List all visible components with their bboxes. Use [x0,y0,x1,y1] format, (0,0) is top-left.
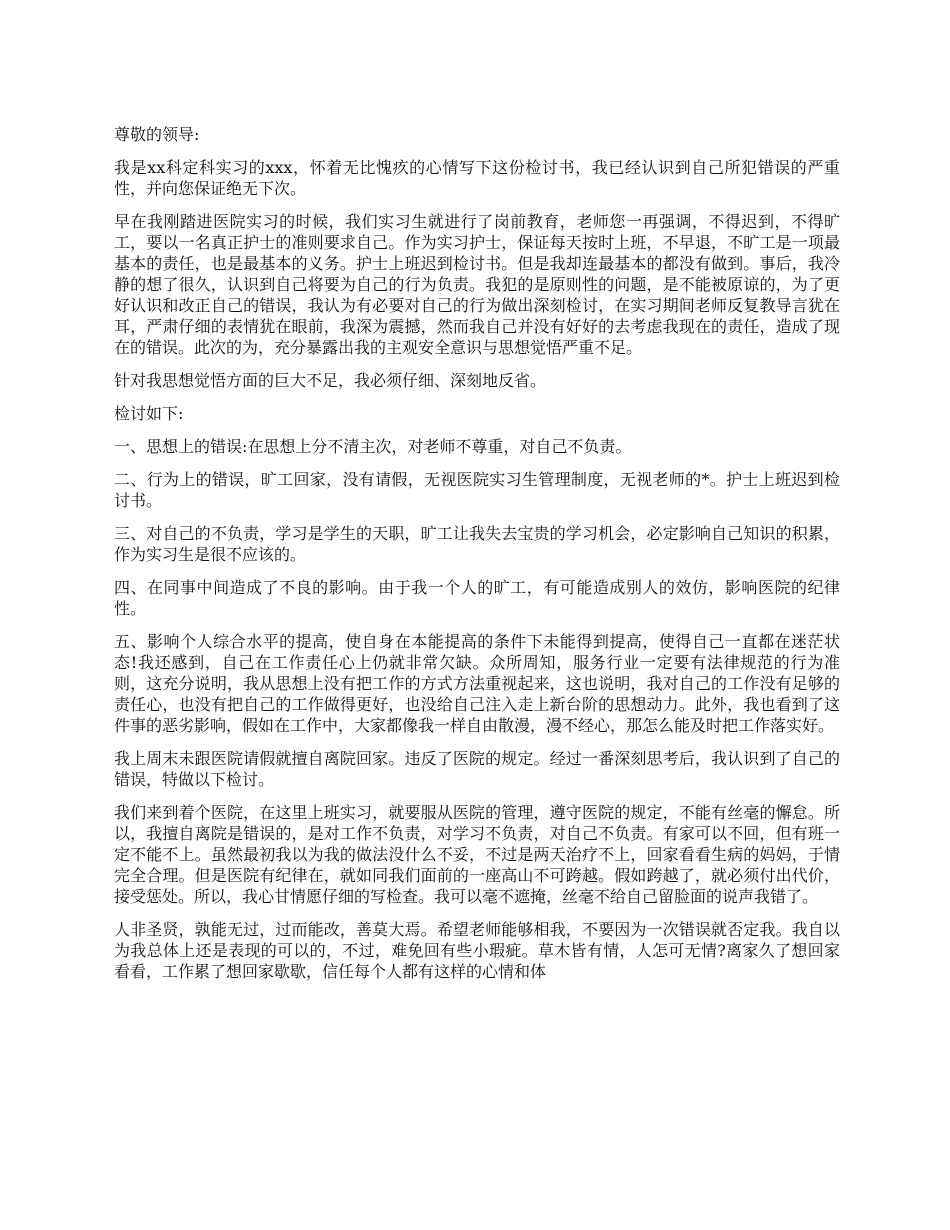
document-page [114,124,840,994]
paragraph-point-2: 二、行为上的错误，旷工回家，没有请假，无视医院实习生管理制度，无视老师的*。护士上班迟到检讨书。 [114,470,840,510]
paragraph-review-heading: 检讨如下: [114,404,184,423]
paragraph-point-4: 四、在同事中间造成了不良的影响。由于我一个人的旷工，有可能造成别人的效仿，影响医院的纪律性。 [114,578,840,618]
paragraph-intro: 我是xx科定科实习的xxx，怀着无比愧疚的心情写下这份检讨书，我已经认识到自己所犯错误的严重性，并向您保证绝无下次。 [114,158,840,198]
paragraph-point-5: 五、影响个人综合水平的提高，使自身在本能提高的条件下未能得到提高，使得自己一直都在迷茫状态!我还感到，自己在工作责任心上仍就非常欠缺。众所周知，服务行业一定要有法律规范的行为准则，这充分说明，我从思想上没有把工作的方式方法重视起来，这也说明，我对自己的工作没有足够的责任心，也没有把自己的工作做得更好，也没给自己注入走上新台阶的思想动力。此外，我也看到了这件事的恶劣影响，假如在工作中，大家都像我一样自由散漫，漫不经心，那怎么能及时把工作落实好。 [114,632,840,735]
paragraph-reflection: 针对我思想觉悟方面的巨大不足，我必须仔细、深刻地反省。 [114,371,547,390]
paragraph-incident: 我上周末未跟医院请假就擅自离院回家。违反了医院的规定。经过一番深刻思考后，我认识到了自己的错误，特做以下检讨。 [114,749,840,789]
paragraph-point-1: 一、思想上的错误:在思想上分不清主次，对老师不尊重，对自己不负责。 [114,437,632,456]
paragraph-closing: 人非圣贤，孰能无过，过而能改，善莫大焉。希望老师能够相我，不要因为一次错误就否定我。我自以为我总体上还是表现的可以的，不过，难免回有些小瑕疵。草木皆有情，人怎可无情?离家久了想回家看看，工作累了想回家歇歇，信任每个人都有这样的心情和体 [114,920,840,981]
paragraph-discipline: 我们来到着个医院，在这里上班实习，就要服从医院的管理，遵守医院的规定，不能有丝毫的懈怠。所以，我擅自离院是错误的，是对工作不负责，对学习不负责，对自己不负责。有家可以不回，但有班一定不能不上。虽然最初我以为我的做法没什么不妥，不过是两天治疗不上，回家看看生病的妈妈，于情完全合理。但是医院有纪律在，就如同我们面前的一座高山不可跨越。假如跨越了，就必须付出代价，接受惩处。所以，我心甘情愿仔细的写检查。我可以毫不遮掩，丝毫不给自己留脸面的说声我错了。 [114,803,840,906]
salutation: 尊敬的领导: [114,125,200,144]
paragraph-point-3: 三、对自己的不负责，学习是学生的天职，旷工让我失去宝贵的学习机会，必定影响自己知识的积累，作为实习生是很不应该的。 [114,524,840,564]
paragraph-background: 早在我刚踏进医院实习的时候，我们实习生就进行了岗前教育，老师您一再强调，不得迟到，不得旷工，要以一名真正护士的准则要求自己。作为实习护士，保证每天按时上班，不早退，不旷工是一项最基本的责任，也是最基本的义务。护士上班迟到检讨书。但是我却连最基本的都没有做到。事后，我冷静的想了很久，认识到自己将要为自己的行为负责。我犯的是原则性的问题，是不能被原谅的，为了更好认识和改正自己的错误，我认为有必要对自己的行为做出深刻检讨，在实习期间老师反复教导言犹在耳，严肃仔细的表情犹在眼前，我深为震撼，然而我自己并没有好好的去考虑我现在的责任，造成了现在的错误。此次的为，充分暴露出我的主观安全意识与思想觉悟严重不足。 [114,212,840,357]
